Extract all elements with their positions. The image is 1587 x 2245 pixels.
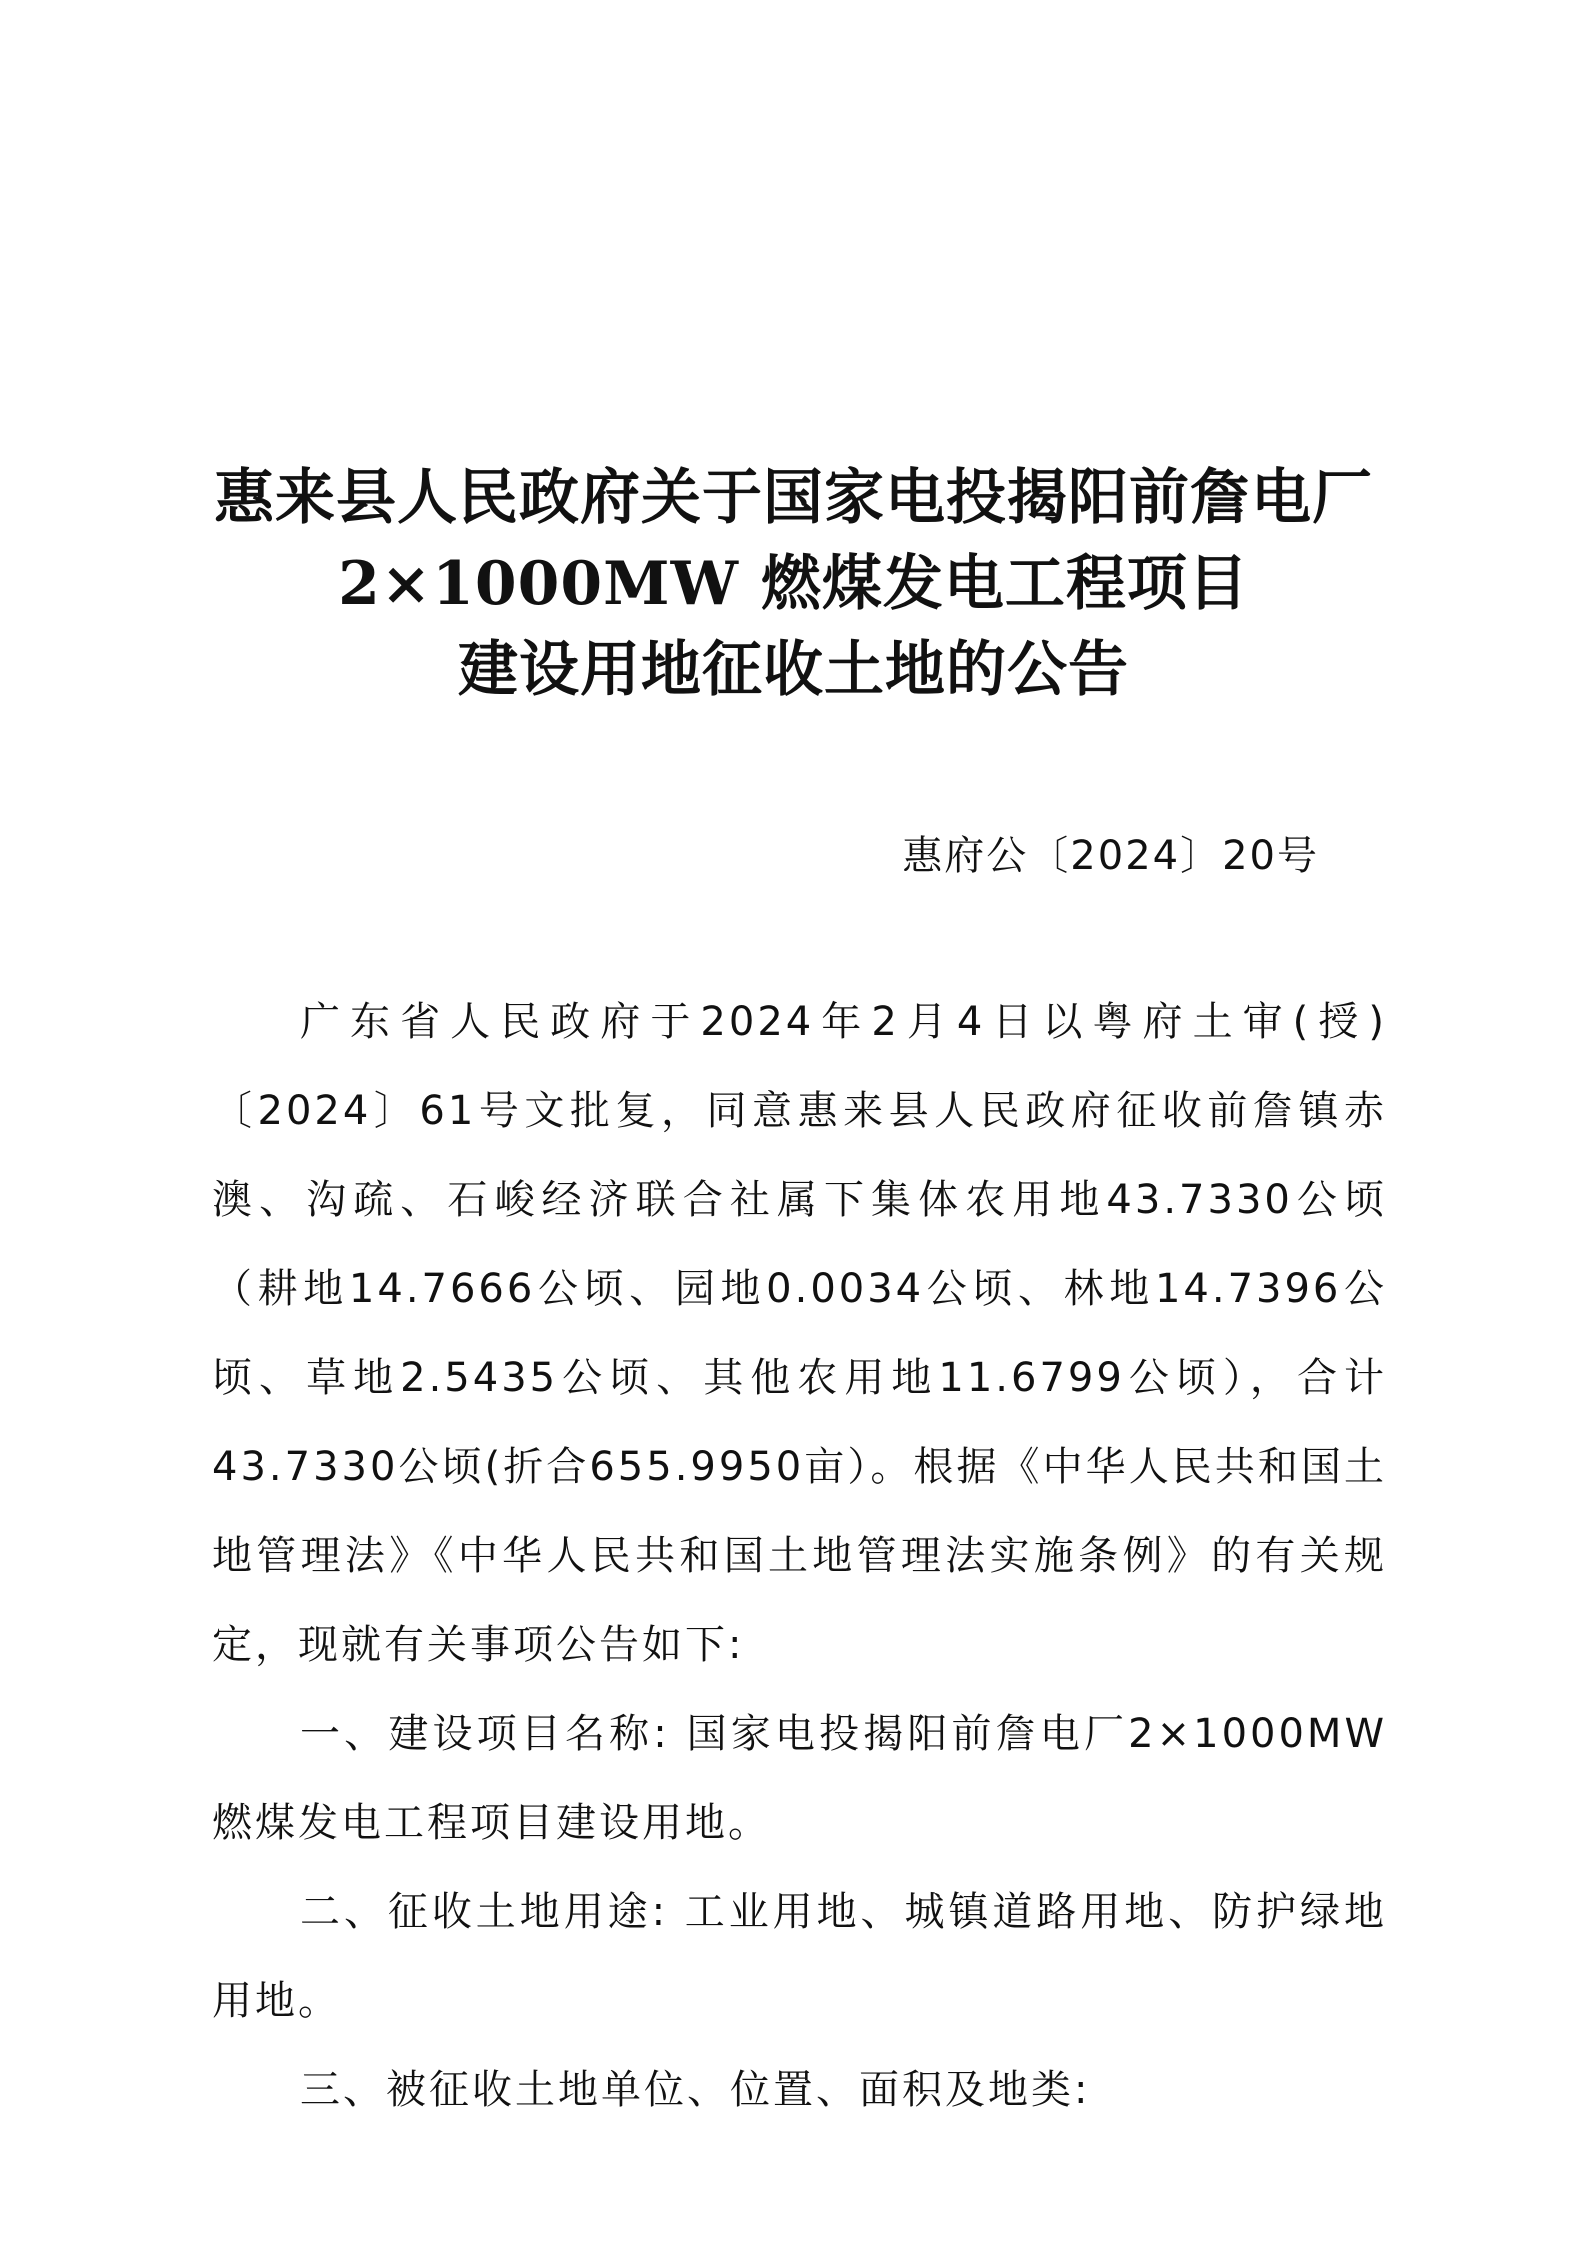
title-line-3: 建设用地征收土地的公告 [458, 635, 1129, 705]
paragraph-approval: 广东省人民政府于2024年2月4日以粤府土审(授)〔2024〕61号文批复，同意惠来县人民政府征收前詹镇赤澳、沟疏、石峻经济联合社属下集体农用地43.7330公顷（耕地14.7666公顷、园地0.0034公顷、林地14.7396公顷、草地2.5435公顷、其他农用地11.6799公顷），合计43.7330公顷(折合655.9950亩）。根据《中华人民共和国土地管理法》《中华人民共和国土地管理法实施条例》的有关规定，现就有关事项公告如下: [212, 999, 1387, 1668]
document-title [0, 455, 1587, 713]
paragraph-land-details: 三、被征收土地单位、位置、面积及地类: [300, 2067, 1091, 2113]
paragraph-land-use: 二、征收土地用途: 工业用地、城镇道路用地、防护绿地用地。 [212, 1889, 1387, 2024]
title-line-1: 惠来县人民政府关于国家电投揭阳前詹电厂 [214, 463, 1373, 533]
title-line-2: 2×1000MW 燃煤发电工程项目 [338, 549, 1249, 619]
document-body [212, 978, 1387, 2135]
document-number: 惠府公〔2024〕20号 [902, 833, 1319, 879]
paragraph-project-name: 一、建设项目名称: 国家电投揭阳前詹电厂2×1000MW燃煤发电工程项目建设用地。 [212, 1711, 1387, 1846]
